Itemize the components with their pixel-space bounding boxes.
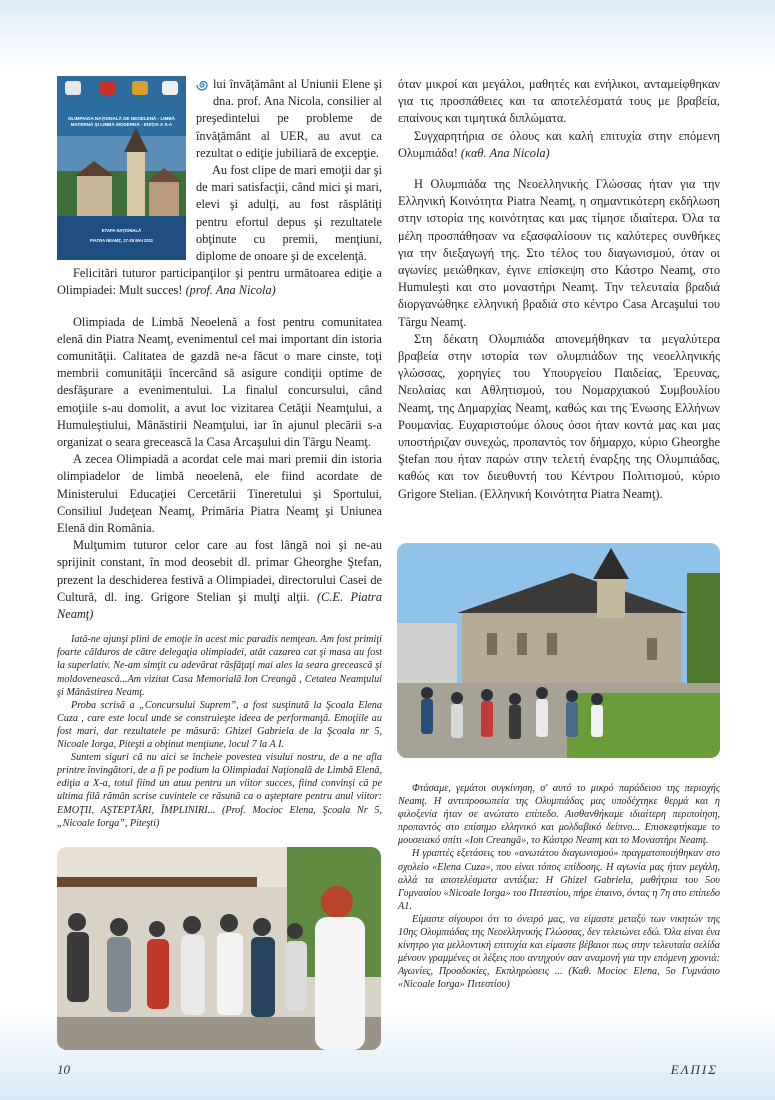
right-testimonial-2: Η γραπτές εξετάσεις του «ανωτάτου διαγωνισμού» πραγματοποιήθηκαν στο σχολείο «Elena Cuza», που είναι τόπος επίδοσης. Η αγωνία μας ήταν μεγάλη, αλλά τα αποτελέσματα αντάξια: Η Ghizel Gabriela, μαθήτρια του 5ου Γυμνασίου «Nicoale Iorga» του Πιτεστίου, πήρε έπαινο, όντας η 7η στο επίπεδο Α1.	[398, 848, 720, 912]
page-header-band	[0, 0, 775, 70]
right-paragraph-2: Συγχαρητήρια σε όλους και καλή επιτυχία στην επόμενη Ολυμπιάδα!	[398, 128, 720, 160]
left-paragraph-5: A zecea Olimpiadă a acordat cele mai mari premii din istoria olimpiadelor de limbă neoelenă, ele fiind acordate de Ministerului Educaţiei Cercetării Tineretului şi Sportului, Consiliul Judeţean Neamţ, Primăria Piatra Neamţ şi Uniunea Elenă din România.	[57, 452, 382, 536]
spiral-ornament-icon	[196, 76, 210, 94]
right-paragraph-2-author: (καθ. Ana Nicola)	[460, 145, 550, 160]
right-paragraph-4: Στη δέκατη Ολυμπιάδα απονεμήθηκαν τα μεγαλύτερα βραβεία στην ιστορία των ολυμπιάδων της νεοελληνικής γλώσσας, χορηγίες του Υπουργείου Παιδείας, Έρευνας, Νεολαίας και Αθλητισμού, του Νομαρχιακού Συμβουλίου Neamţ, της Δημαρχίας Neamţ, καθώς και της Ένωσης Ελλήνων Ρουμανίας. Ευχαριστούμε όλους όσοι ήταν κοντά μας και μας υποστήριζαν συνεχώς, προπαντός τον δήμαρχο, κύριο Gheorghe Ştefan που ήταν παρών στην τελετή έναρξης της Ολυμπιάδας, καθώς και τον διευθυντή του Κέντρου Πολιτισμού, κύριο Grigore Stelian. (Ελληνική Κοινότητα Piatra Neamţ).	[398, 331, 720, 501]
olympiad-poster-image	[57, 76, 186, 260]
monastery-photo	[397, 543, 720, 758]
right-paragraph-3: Η Ολυμπιάδα της Νεοελληνικής Γλώσσας ήταν για την Ελληνική Κοινότητα Piatra Neamţ, η σημαντικότερη εκδήλωση στην ιστορία της κοινότητας και μας τίμησε ιδιαίτερα. Όλα τα μέλη προσπάθησαν να εξασφαλίσουν τις καλύτερες συνθήκες για την διεξαγωγή της. Στο τέλος του διαγωνισμού, όταν οι αγωνίες μειώθηκαν, έγινε επίσκεψη στο Κάστρο Neamţ, στο Humuleşti και στο μοναστήρι Neamţ. Την τελευταία βραδιά διοργανώθηκε ελληνική βραδιά στο κέντρο Casa Arcaşului του Târgu Neamţ.	[398, 177, 720, 329]
students-group-photo	[57, 847, 381, 1050]
right-testimonial-3: Είμαστε σίγουροι ότι το όνειρό μας, να είμαστε μεταξύ των νικητών της 10ης Ολυμπιάδας της Νεοελληνικής Γλώσσας, δεν τελειώνει εδώ. Όλα είναι ένα κίνητρο για μελλοντική επιτυχία και είμαστε βέβαιοι πως στην τελευταία σελίδα μένουν γραμμένες οι λέξεις που αντηχούν σαν αναμονή για την επόμενη χρονιά: Αγωνίες, Προσδοκίες, Εκπληρώσεις ... (Καθ. Mocioc Elena, 5ο Γυμνάσιο «Nicoale Iorga» Πιτεστίου)	[398, 913, 720, 991]
left-paragraph-4: Olimpiada de Limbă Neoelenă a fost pentru comunitatea elenă din Piatra Neamţ, evenimentul cel mai important din istoria comunităţii. Calitatea de gazdă ne-a făcut o mare cinste, toţi membrii comunităţii încercând să asigure condiţii optime de desfăşurare a evenimentului. La finalul concursului, când emoţiile s-au domolit, a avut loc vizitarea Cetăţii Neamţului, a Humuleştiului, Mânăstirii Neamţului, iar în ajunul plecării s-a organizat o seara grecească la Casa Arcaşului din Târgu Neamţ.	[57, 314, 382, 450]
magazine-name: ΕΛΠΙΣ	[670, 1062, 718, 1077]
left-testimonial-1: Iată-ne ajunşi plini de emoţie în acest mic paradis nemţean. Am fost primiţi foarte călduros de către delegaţia olimpiadei, atât cazarea cat şi masa au fost la superlativ. Ne-am simţit cu adevărat răsfăţaţi mai ales la seara grecească şi moldovenească...Am vizitat Casa Memorială Ion Creangă , Cetatea Neamţului şi Mânăstirea Neamţ.	[57, 634, 382, 698]
left-paragraph-6: Mulţumim tuturor celor care au fost lângă noi şi ne-au sprijinit constant, în mod deosebit dl. primar Gheorghe Ştefan, prezent la deschiderea festivă a Olimpiadei, directorului Casei de Cultură, dl. ing. Grigore Stelian şi mulţi alţii.	[57, 538, 382, 604]
left-testimonial-3: Suntem siguri că nu aici se încheie povestea visului nostru, de a ne afla printre învingători, de a fi pe podium la Olimpiadai Naţională de Limbă Elenă, ediţia a X-a, totul fiind un atuu pentru un viitor succes, fiind convinşi că pe ultima filă rămân scrise cuvintele ce răsună ca o aşteptare pentru anul viitor: EMOŢII, AŞTEPTĂRI, ÎMPLINIRI... (Prof. Mocioc Elena, Şcoala Nr 5, „Nicoale Iorga”, Piteşti)	[57, 752, 382, 829]
left-paragraph-3: Felicitări tuturor participanţilor şi pentru următoarea ediţie a Olimpiadei: Mult succes!	[57, 266, 382, 298]
left-paragraph-2: Au fost clipe de mari emoţii dar şi de mari satisfacţii, când mici şi mari, elevi şi adulţi, au fost răsplătiţi pentru efortul depus şi rezultatele obţinute cu premii, menţiuni, diplome de onoare şi de excelenţă.	[196, 163, 382, 264]
left-column	[57, 76, 382, 830]
poster-stage: ETAPA NAŢIONALĂ	[101, 228, 142, 233]
right-testimonial-1: Φτάσαμε, γεμάτοι συγκίνηση, σ' αυτό το μικρό παράδεισο της περιοχής Neamţ. Η αντιπροσωπεία της Ολυμπιάδας μας υποδέχτηκε θερμά και η φιλοξενία ήταν σε ανώτατο επίπεδο. Αισθανθήκαμε ιδιαίτερη περιποίηση, προπαντός στο επίσημο ελληνικό και μολδαβικό δείπνο... Επισκεφτήκαμε το μουσειακό σπίτι «Ion Creangă», το Κάστρο Neamţ και το Μοναστήρι Neamţ.	[398, 783, 720, 847]
left-paragraph-1: lui învăţământ al Uniunii Elene şi dna. prof. Ana Nicola, consilier al preşedintelui pe probleme de învăţământ al UER, au avut ca rezultat o ediţie jubiliară de excepţie.	[196, 77, 382, 160]
poster-dates: PIATRA NEAMŢ, 27-29 MAI 2011	[89, 238, 154, 243]
right-paragraph-1: όταν μικροί και μεγάλοι, μαθητές και ενήλικοι, ανταμείφθηκαν για τις προσπάθειες και τα αποτελέσματά τους με βραβεία, επαίνους και τιμητικά διπλώματα.	[398, 77, 720, 126]
right-testimonial	[398, 782, 720, 992]
poster-title: OLIMPIADA NAŢIONALĂ DE NEOELENĂ - LIMBĂ MATERNĂ ŞI LIMBĂ MODERNĂ - EDIŢIA A X-A	[67, 116, 175, 127]
left-testimonial-2: Proba scrisă a „Concursului Suprem”, a fost susţinută la Şcoala Elena Cuza , care este locul unde se construieşte ideea de performanţă. Emoţiile au fost mari, dar rezultatele pe măsură: Ghizel Gabriela de la Şcoala nr 5, Nicoale Iorga, Piteşti a obţinut menţiune, locul 7 la A I.	[57, 699, 382, 751]
left-paragraph-3-author: (prof. Ana Nicola)	[185, 283, 276, 298]
right-column	[398, 76, 720, 503]
left-paragraph-6-author: (C.E. Piatra Neamţ)	[57, 589, 382, 622]
page-number: 10	[57, 1062, 70, 1077]
left-testimonial	[57, 633, 382, 829]
